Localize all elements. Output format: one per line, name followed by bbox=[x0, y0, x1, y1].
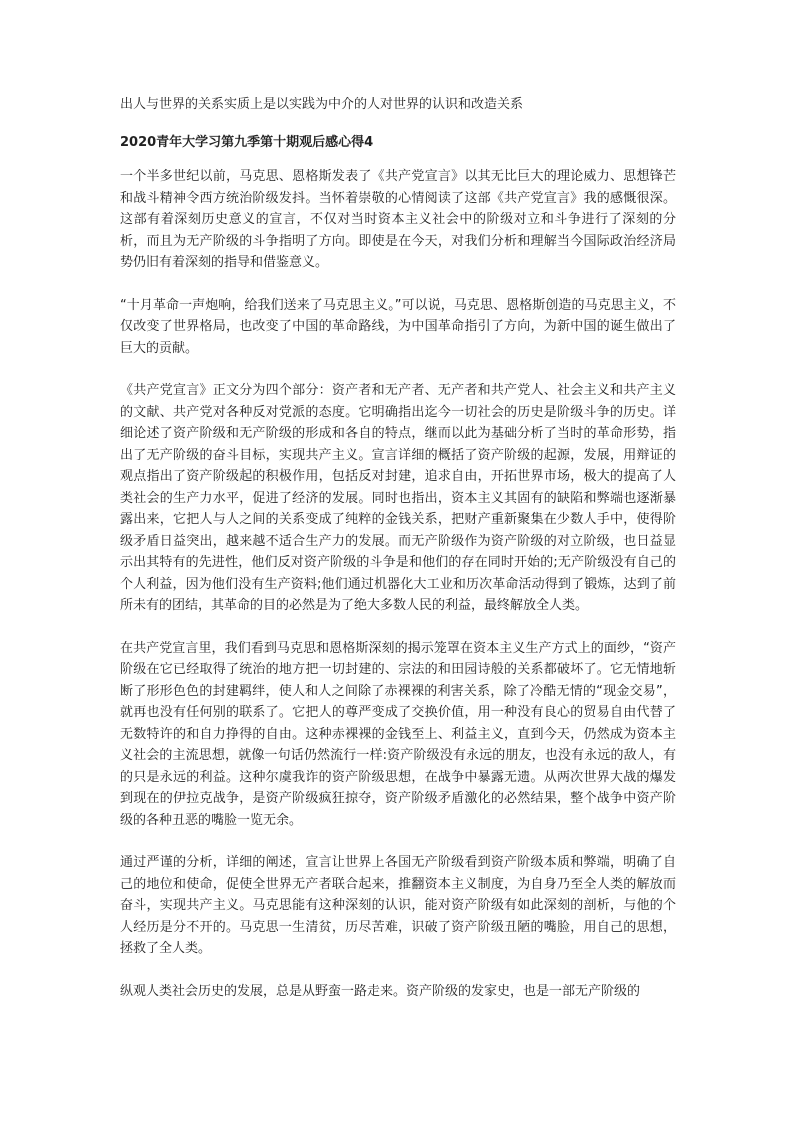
paragraph-5: 通过严谨的分析，详细的阐述，宣言让世界上各国无产阶级看到资产阶级本质和弊端，明确了自己的地位和使命，促使全世界无产者联合起来，推翻资本主义制度，为自身乃至全人类的解放而奋斗，实现共产主义。马克思能有这种深刻的认识，能对资产阶级有如此深刻的剖析，与他的个人经历是分不开的。马克思一生清贫，历尽苦难，识破了资产阶级丑陋的嘴脸，用自己的思想，拯救了全人类。 bbox=[120, 855, 676, 956]
paragraph-6: 纵观人类社会历史的发展，总是从野蛮一路走来。资产阶级的发家史，也是一部无产阶级的 bbox=[120, 983, 641, 999]
paragraph-3: 《共产党宣言》正文分为四个部分：资产者和无产者、无产者和共产党人、社会主义和共产主义的文献、共产党对各种反对党派的态度。它明确指出迄今一切社会的历史是阶级斗争的历史。详细论述了资产阶级和无产阶级的形成和各自的特点，继而以此为基础分析了当时的革命形势，指出了无产阶级的奋斗目标，实现共产主义。宣言详细的概括了资产阶级的起源，发展，用辩证的观点指出了资产阶级起的积极作用，包括反对封建，追求自由，开拓世界市场，极大的提高了人类社会的生产力水平，促进了经济的发展。同时也指出，资本主义其固有的缺陷和弊端也逐渐暴露出来，它把人与人之间的关系变成了纯粹的金钱关系，把财产重新聚集在少数人手中，使得阶级矛盾日益突出，越来越不适合生产力的发展。而无产阶级作为资产阶级的对立阶级，也日益显示出其特有的先进性，他们反对资产阶级的斗争是和他们的存在同时开始的;无产阶级没有自己的个人利益，因为他们没有生产资料;他们通过机器化大工业和历次革命活动得到了锻炼，达到了前所未有的团结，其革命的目的必然是为了绝大多数人民的利益，最终解放全人类。 bbox=[120, 383, 676, 613]
document-page bbox=[120, 92, 676, 1023]
paragraph-1: 一个半多世纪以前，马克思、恩格斯发表了《共产党宣言》以其无比巨大的理论威力、思想锋芒和战斗精神令西方统治阶级发抖。当怀着崇敬的心情阅读了这部《共产党宣言》我的感慨很深。这部有着深刻历史意义的宣言，不仅对当时资本主义社会中的阶级对立和斗争进行了深刻的分析，而且为无产阶级的斗争指明了方向。即使是在今天，对我们分析和理解当今国际政治经济局势仍旧有着深刻的指导和借鉴意义。 bbox=[120, 169, 676, 270]
intro-line: 出人与世界的关系实质上是以实践为中介的人对世界的认识和改造关系 bbox=[120, 97, 524, 112]
essay-heading: 2020青年大学习第九季第十期观后感心得4 bbox=[120, 135, 374, 150]
paragraph-2: “十月革命一声炮响，给我们送来了马克思主义。”可以说，马克思、恩格斯创造的马克思主义，不仅改变了世界格局，也改变了中国的革命路线，为中国革命指引了方向，为新中国的诞生做出了巨大的贡献。 bbox=[120, 297, 676, 356]
paragraph-4: 在共产党宣言里，我们看到马克思和恩格斯深刻的揭示笼罩在资本主义生产方式上的面纱，“资产阶级在它已经取得了统治的地方把一切封建的、宗法的和田园诗般的关系都破坏了。它无情地斩断了形形色色的封建羁绊，使人和人之间除了赤裸裸的利害关系，除了冷酷无情的“现金交易”，就再也没有任何别的联系了。它把人的尊严变成了交换价值，用一种没有良心的贸易自由代替了无数特许的和自力挣得的自由。这种赤裸裸的金钱至上、利益主义，直到今天，仍然成为资本主义社会的主流思想，就像一句话仍然流行一样:资产阶级没有永远的朋友，也没有永远的敌人，有的只是永远的利益。这种尔虞我诈的资产阶级思想，在战争中暴露无遗。从两次世界大战的爆发到现在的伊拉克战争，是资产阶级疯狂掠夺，资产阶级矛盾激化的必然结果，整个战争中资产阶级的各种丑恶的嘴脸一览无余。 bbox=[120, 640, 676, 828]
